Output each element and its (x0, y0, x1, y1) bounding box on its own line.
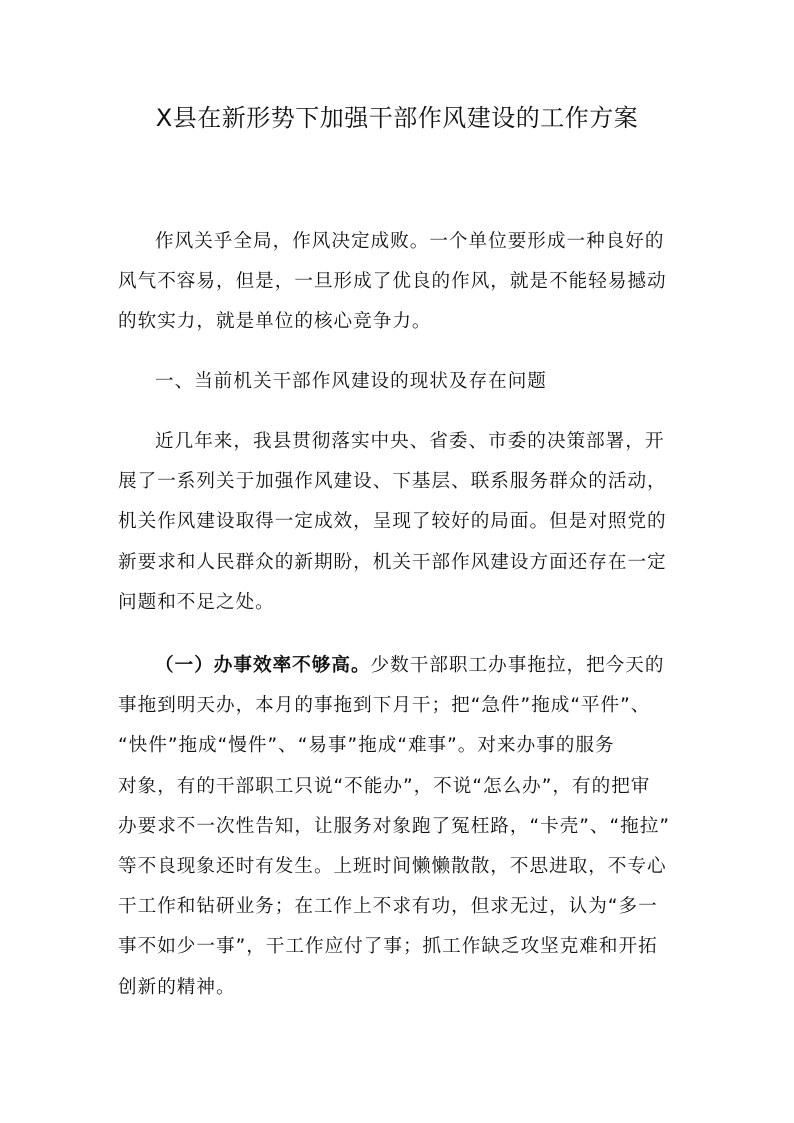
text-line: 一、当前机关干部作风建设的现状及存在问题 (155, 371, 547, 392)
text-line: 风气不容易，但是，一旦形成了优良的作风，就是不能轻易撼动 (118, 271, 667, 293)
text-line: 对象，有的干部职工只说“不能办”，不说“怎么办”，有的把审 (118, 775, 651, 797)
text-line: 展了一系列关于加强作风建设、下基层、联系服务群众的活动， (118, 471, 667, 493)
intro-paragraph (118, 222, 678, 343)
text-line: 近几年来，我县贯彻落实中央、省委、市委的决策部署，开 (155, 431, 665, 452)
text-line: “快件”拖成“慢件”、“易事”拖成“难事”。对来办事的服务 (118, 735, 615, 757)
text-line: 作风关乎全局，作风决定成败。一个单位要形成一种良好的 (155, 231, 665, 252)
section-body-paragraph (118, 422, 678, 623)
text-line: 干工作和钻研业务；在工作上不求有功，但求无过，认为“多一 (118, 896, 658, 918)
subsection-paragraph (118, 646, 678, 1008)
text-line: 事不如少一事”，干工作应付了事；抓工作缺乏攻坚克难和开拓 (118, 936, 658, 958)
text-line: 创新的精神。 (118, 976, 236, 998)
text-line: 等不良现象还时有发生。上班时间懒懒散散，不思进取，不专心 (118, 855, 667, 877)
text-line (118, 646, 678, 686)
text-line: 办要求不一次性告知，让服务对象跑了冤枉路，“卡壳”、“拖拉” (118, 815, 670, 837)
subsection-heading: （一）办事效率不够高。 (155, 655, 371, 676)
text-line: 新要求和人民群众的新期盼，机关干部作风建设方面还存在一定 (118, 551, 667, 573)
text-line: 的软实力，就是单位的核心竞争力。 (118, 311, 432, 333)
text-line: 事拖到明天办，本月的事拖到下月干；把“急件”拖成“平件”、 (118, 695, 651, 717)
text-line: 机关作风建设取得一定成效，呈现了较好的局面。但是对照党的 (118, 511, 667, 533)
text-line: 问题和不足之处。 (118, 591, 275, 613)
document-title: X县在新形势下加强干部作风建设的工作方案 (155, 104, 639, 132)
subsection-first-line-text: 少数干部职工办事拖拉，把今天的 (370, 655, 665, 676)
section-heading (118, 362, 678, 402)
